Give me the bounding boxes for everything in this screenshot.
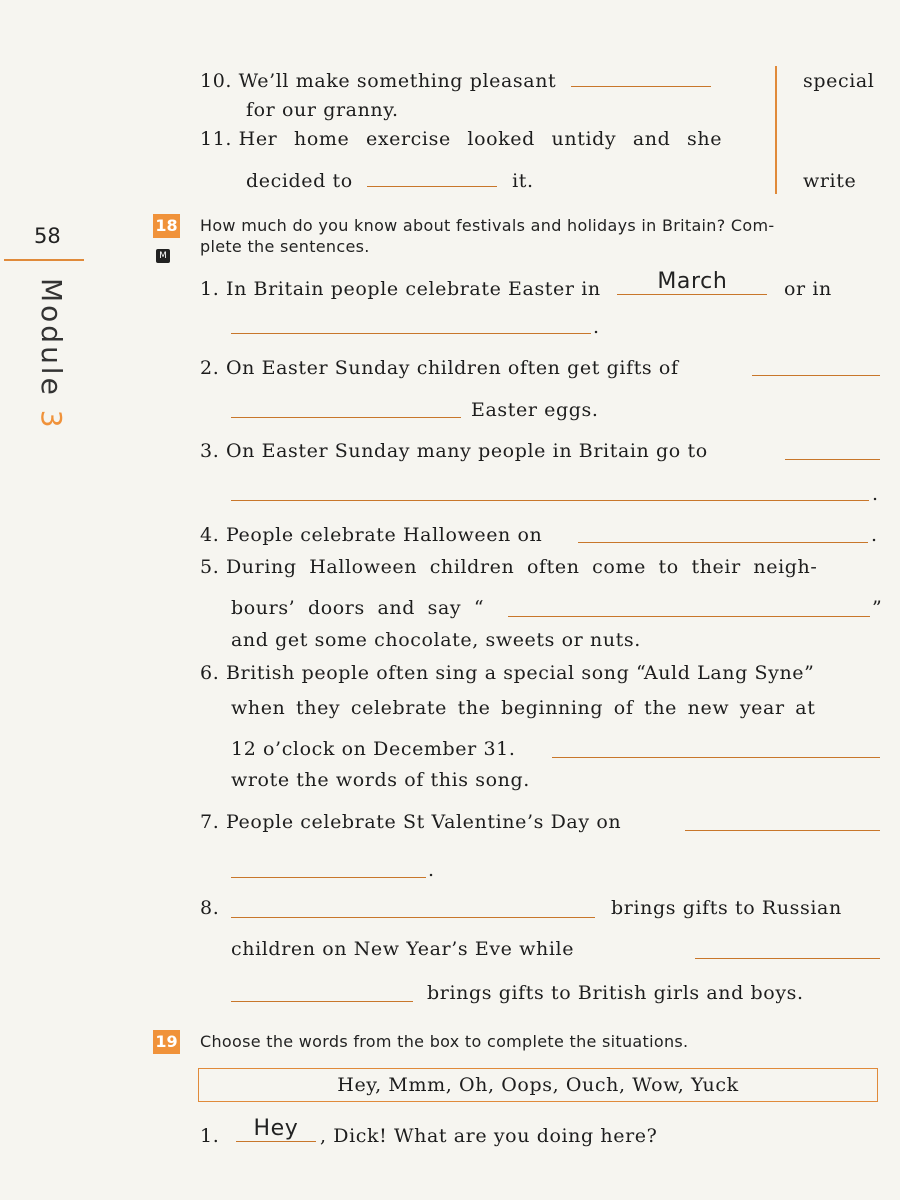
- blank-18-6[interactable]: [552, 756, 880, 758]
- item-11: 11. Her home exercise looked untidy and she: [200, 128, 723, 150]
- ex18-sentence-8-num: 8.: [200, 897, 220, 919]
- module-word: Module: [35, 278, 68, 398]
- blank-18-3a[interactable]: [785, 458, 880, 460]
- m-icon: M: [156, 249, 170, 263]
- blank-10[interactable]: [571, 85, 711, 87]
- ex18-sentence-5-b: bours’ doors and say “: [231, 597, 485, 619]
- blank-18-8b[interactable]: [695, 957, 880, 959]
- item-11-cont: decided to it.: [246, 170, 534, 192]
- exercise-19-badge: 19: [153, 1030, 180, 1054]
- ex18-sentence-6-c: 12 o’clock on December 31.: [231, 738, 516, 760]
- blank-18-8c[interactable]: [231, 1000, 413, 1002]
- ex18-sentence-7: 7. People celebrate St Valentine’s Day on: [200, 811, 622, 833]
- item-10-cont: for our granny.: [246, 99, 399, 121]
- ex18-sentence-1: 1. In Britain people celebrate Easter in March or in: [200, 269, 832, 300]
- blank-18-1a[interactable]: [617, 269, 767, 295]
- exercise-18-badge: 18: [153, 214, 180, 238]
- ex19-instruction: Choose the words from the box to complete the situations.: [200, 1032, 689, 1051]
- blank-18-5[interactable]: [508, 615, 870, 617]
- module-number: 3: [35, 409, 68, 431]
- ex18-sentence-2: 2. On Easter Sunday children often get gifts of: [200, 357, 679, 379]
- ex18-sentence-8-b: children on New Year’s Eve while: [231, 938, 575, 960]
- ex18-instruction-1: How much do you know about festivals and holidays in Britain? Com-: [200, 216, 775, 235]
- item-10: 10. We’ll make something pleasant: [200, 70, 711, 92]
- blank-18-7b[interactable]: [231, 876, 426, 878]
- ex18-sentence-8: brings gifts to Russian: [611, 897, 842, 919]
- word-box-divider: [775, 66, 777, 194]
- ex18-sentence-3: 3. On Easter Sunday many people in Britain go to: [200, 440, 708, 462]
- blank-18-8a[interactable]: [231, 916, 595, 918]
- word-box: [198, 1068, 878, 1102]
- page-number-underline: [4, 259, 84, 261]
- ex18-sentence-5: 5. During Halloween children often come to their neigh-: [200, 556, 818, 578]
- blank-18-1b[interactable]: [231, 332, 591, 334]
- blank-18-4[interactable]: [578, 541, 868, 543]
- ex18-sentence-5-c: and get some chocolate, sweets or nuts.: [231, 629, 641, 651]
- blank-18-2b[interactable]: [231, 416, 461, 418]
- blank-18-3b[interactable]: [231, 499, 869, 501]
- answer-hey: Hey: [253, 1116, 299, 1141]
- ex19-sentence-1: 1. Hey , Dick! What are you doing here?: [200, 1116, 658, 1147]
- ex18-sentence-6-b: when they celebrate the beginning of the new year at: [231, 697, 816, 719]
- ex18-sentence-4: 4. People celebrate Halloween on: [200, 524, 543, 546]
- ex18-sentence-8-c: brings gifts to British girls and boys.: [427, 982, 804, 1004]
- blank-19-1[interactable]: [236, 1116, 316, 1142]
- blank-11[interactable]: [367, 185, 497, 187]
- ex18-sentence-6: 6. British people often sing a special song “Auld Lang Syne”: [200, 662, 815, 684]
- ex18-sentence-6-d: wrote the words of this song.: [231, 769, 530, 791]
- box-word-write: write: [803, 170, 857, 192]
- word-box-text: Hey, Mmm, Oh, Oops, Ouch, Wow, Yuck: [337, 1074, 739, 1096]
- box-word-special: special: [803, 70, 875, 92]
- ex18-sentence-2-cont: Easter eggs.: [471, 399, 599, 421]
- blank-18-7a[interactable]: [685, 829, 880, 831]
- answer-march: March: [657, 269, 728, 294]
- module-label: [20, 278, 80, 438]
- ex18-instruction-2: plete the sentences.: [200, 237, 370, 256]
- page-number: 58: [34, 224, 61, 248]
- blank-18-2a[interactable]: [752, 374, 880, 376]
